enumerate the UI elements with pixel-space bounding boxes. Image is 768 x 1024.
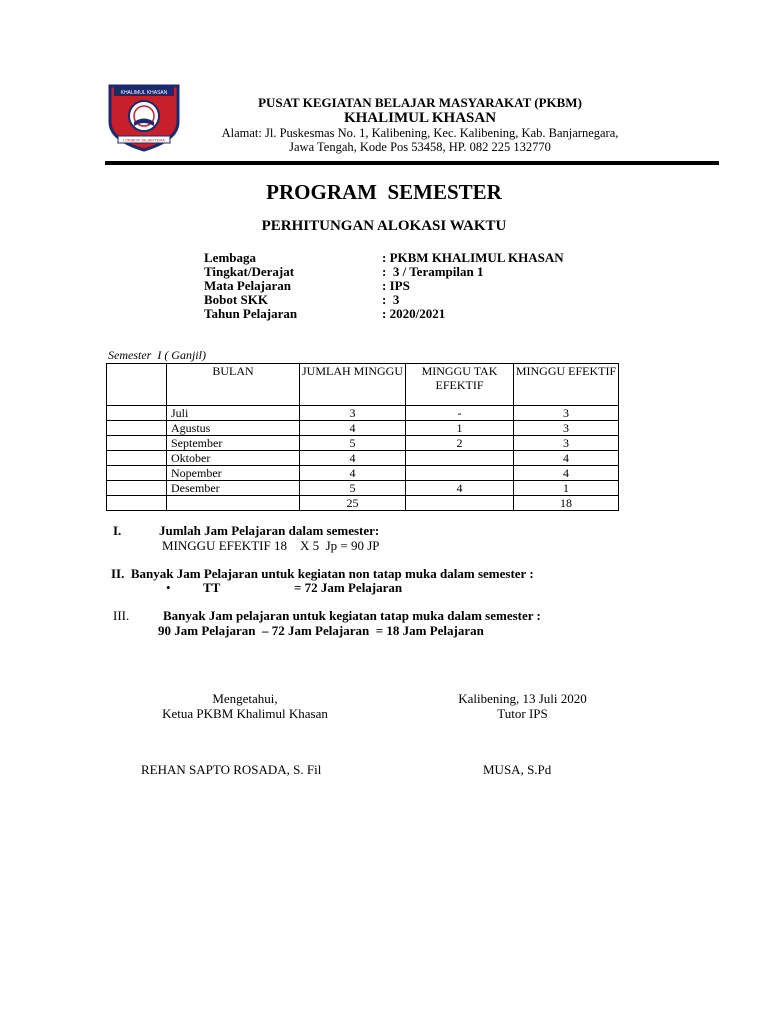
cell-efektif: 3 — [514, 421, 619, 436]
cell-jumlah: 3 — [300, 406, 406, 421]
org-name-line1: PUSAT KEGIATAN BELAJAR MASYARAKAT (PKBM) — [258, 95, 582, 110]
cell-bulan: Agustus — [167, 421, 300, 436]
table-total-row — [107, 496, 619, 511]
section-2-title: II. Banyak Jam Pelajaran untuk kegiatan non tatap muka dalam semester : — [111, 566, 534, 581]
info-label: Bobot SKK — [204, 292, 268, 307]
section-1-title: Jumlah Jam Pelajaran dalam semester: — [159, 523, 380, 538]
cell-tak-efektif — [406, 466, 514, 481]
info-value: : PKBM KHALIMUL KHASAN — [382, 250, 564, 265]
section-3-calculation: 90 Jam Pelajaran – 72 Jam Pelajaran = 18 Jam Pelajaran — [158, 623, 484, 638]
info-label: Tahun Pelajaran — [204, 306, 298, 321]
total-jumlah: 25 — [300, 496, 406, 511]
sign-right-name: MUSA, S.Pd — [483, 762, 552, 777]
table-row — [107, 466, 619, 481]
school-logo — [104, 82, 184, 152]
section-3-number: III. — [113, 608, 130, 623]
cell-bulan: Desember — [167, 481, 300, 496]
cell-bulan: Nopember — [167, 466, 300, 481]
info-label: Lembaga — [204, 250, 256, 265]
section-1-calculation: MINGGU EFEKTIF 18 X 5 Jp = 90 JP — [162, 538, 380, 553]
header-minggu-efektif: MINGGU EFEKTIF — [514, 364, 619, 406]
sign-left-line1: Mengetahui, — [212, 691, 278, 706]
cell-bulan: Juli — [167, 406, 300, 421]
cell-efektif: 1 — [514, 481, 619, 496]
section-1-number: I. — [113, 523, 122, 538]
cell-tak-efektif: 2 — [406, 436, 514, 451]
cell-bulan: Oktober — [167, 451, 300, 466]
cell-tak-efektif: 1 — [406, 421, 514, 436]
sign-right-line2: Tutor IPS — [497, 706, 548, 721]
sign-left-name: REHAN SAPTO ROSADA, S. Fil — [141, 762, 322, 777]
info-label: Tingkat/Derajat — [204, 264, 295, 279]
table-row — [107, 421, 619, 436]
semester-label: Semester I ( Ganjil) — [108, 348, 206, 362]
table-row — [107, 481, 619, 496]
sign-left-line2: Ketua PKBM Khalimul Khasan — [162, 706, 328, 721]
table-header-row — [107, 364, 619, 406]
header-jumlah-minggu: JUMLAH MINGGU — [300, 364, 406, 406]
org-name-line2: KHALIMUL KHASAN — [343, 110, 497, 126]
table-row — [107, 436, 619, 451]
info-value: : IPS — [382, 278, 410, 293]
table-row — [107, 406, 619, 421]
info-value: : 3 / Terampilan 1 — [382, 264, 484, 279]
cell-jumlah: 4 — [300, 421, 406, 436]
semester-table — [106, 363, 619, 511]
info-value: : 2020/2021 — [382, 306, 446, 321]
section-2-item: TT — [203, 580, 221, 595]
cell-efektif: 3 — [514, 436, 619, 451]
cell-efektif: 3 — [514, 406, 619, 421]
sign-right-line1: Kalibening, 13 Juli 2020 — [458, 691, 587, 706]
info-value: : 3 — [382, 292, 400, 307]
cell-jumlah: 4 — [300, 466, 406, 481]
cell-tak-efektif — [406, 451, 514, 466]
cell-bulan: September — [167, 436, 300, 451]
section-3-title: Banyak Jam pelajaran untuk kegiatan tatap muka dalam semester : — [163, 608, 541, 623]
header-divider — [105, 161, 719, 165]
total-efektif: 18 — [514, 496, 619, 511]
section-2-value: = 72 Jam Pelajaran — [294, 580, 403, 595]
address-line2: Jawa Tengah, Kode Pos 53458, HP. 082 225 132770 — [289, 140, 551, 154]
table-row — [107, 451, 619, 466]
logo-top-text: KHALIMUL KHASAN — [120, 90, 168, 96]
page-title: PROGRAM SEMESTER — [266, 180, 502, 204]
header-bulan: BULAN — [167, 364, 300, 406]
cell-tak-efektif: - — [406, 406, 514, 421]
bullet: • — [166, 580, 171, 595]
cell-jumlah: 5 — [300, 481, 406, 496]
cell-tak-efektif: 4 — [406, 481, 514, 496]
info-label: Mata Pelajaran — [204, 278, 292, 293]
header-minggu-tak-efektif: MINGGU TAK EFEKTIF — [406, 364, 514, 406]
page-subtitle: PERHITUNGAN ALOKASI WAKTU — [261, 218, 507, 234]
cell-jumlah: 5 — [300, 436, 406, 451]
cell-efektif: 4 — [514, 466, 619, 481]
cell-jumlah: 4 — [300, 451, 406, 466]
cell-efektif: 4 — [514, 451, 619, 466]
logo-bottom-text: LOMBOK SEJAHTERA — [123, 137, 165, 143]
address-line1: Alamat: Jl. Puskesmas No. 1, Kalibening, Kec. Kalibening, Kab. Banjarnegara, — [221, 126, 619, 140]
